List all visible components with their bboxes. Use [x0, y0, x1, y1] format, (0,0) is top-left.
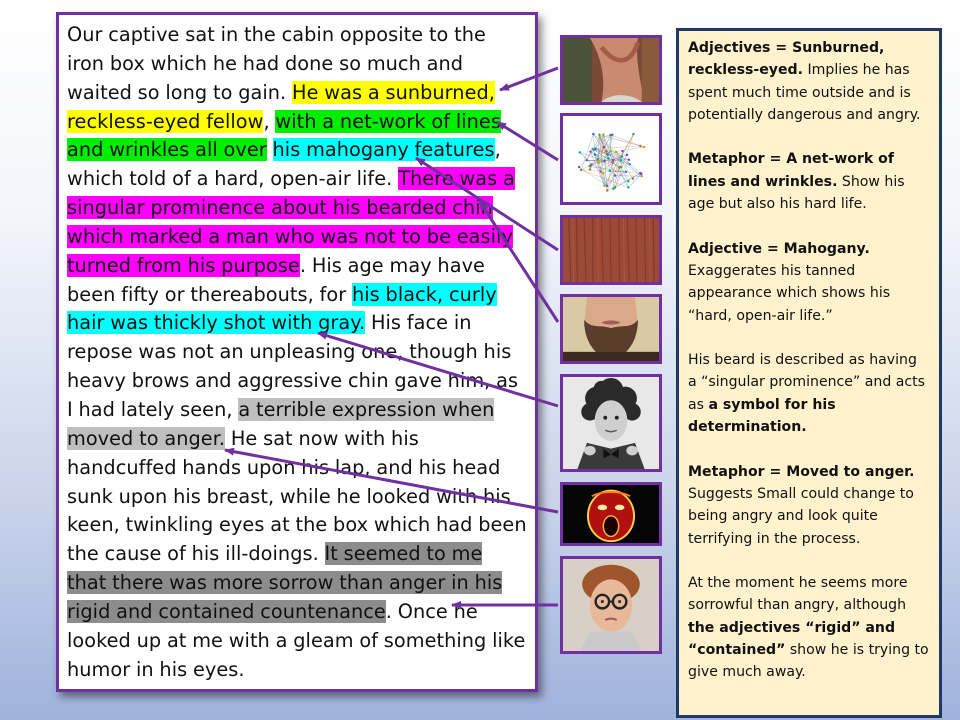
- sorrowful-man-glasses-photo-icon: [563, 559, 659, 651]
- highlight-magenta: There was a singular prominence about his bearded chin which marked a man who was not to be easily turned from his purpose: [67, 167, 515, 277]
- passage-segment: . His age may have been fifty or thereabouts, for: [67, 253, 485, 306]
- note-paragraph: [688, 37, 930, 126]
- note-bold-text: a symbol for his determination.: [688, 396, 836, 436]
- note-text: His beard is described as having a “singular prominence” and acts as: [688, 352, 925, 413]
- mahogany-wood-texture-icon: [563, 218, 659, 282]
- passage-segment: [267, 138, 273, 161]
- highlight-dgray: It seemed to me that there was more sorrow than anger in his rigid and contained countenance: [67, 542, 503, 623]
- thumb-network: [560, 113, 662, 205]
- curly-hair-man-photo-icon: [563, 377, 659, 469]
- note-text: Suggests Small could change to being angry and look quite terrifying in the process.: [688, 485, 914, 547]
- passage-segment: ,: [263, 109, 276, 133]
- highlight-green: with a net-work of lines and wrinkles all over: [67, 109, 501, 162]
- note-text: Implies he has spent much time outside and is potentially dangerous and angry.: [688, 62, 921, 123]
- note-paragraph: [688, 572, 930, 683]
- note-bold-text: Adjective = Mahogany.: [688, 240, 870, 257]
- thumb-sorrowful-man: [560, 556, 662, 654]
- notes-panel: [676, 28, 942, 718]
- thumb-sunburned-neck: [560, 35, 662, 105]
- network-graph-image-icon: [563, 116, 659, 202]
- note-text: Exaggerates his tanned appearance which shows his “hard, open-air life.”: [688, 262, 891, 324]
- note-bold-text: the adjectives “rigid” and “contained”: [688, 619, 896, 659]
- note-paragraph: [688, 349, 930, 438]
- passage-segment: He sat now with his handcuffed hands upon his lap, and his head sunk upon his breast, while he looked with his keen, twinkling eyes at the box which had been the cause of his ill-doings.: [67, 426, 527, 566]
- highlight-yellow: He was a sunburned, reckless-eyed fellow: [67, 80, 495, 133]
- passage-segment: , which told of a hard, open-air life.: [67, 138, 501, 191]
- angry-screaming-face-image-icon: [563, 485, 659, 543]
- passage-panel: [56, 12, 538, 692]
- thumb-beard: [560, 294, 662, 364]
- thumb-curly-hair: [560, 374, 662, 472]
- note-text: show he is trying to give much away.: [688, 642, 929, 681]
- note-text: At the moment he seems more sorrowful than angry, although: [688, 575, 908, 614]
- note-bold-text: Adjectives = Sunburned, reckless-eyed.: [688, 40, 885, 79]
- note-text: Show his age but also his hard life.: [688, 173, 905, 213]
- highlight-lgray: a terrible expression when moved to anger.: [67, 397, 495, 450]
- passage-segment: His face in repose was not an unpleasing one, though his heavy brows and aggressive chin gave him, as I had lately seen,: [67, 311, 519, 421]
- thumb-angry-face: [560, 482, 662, 546]
- note-paragraph: [688, 238, 930, 327]
- note-paragraph: [688, 148, 930, 215]
- passage-segment: Our captive sat in the cabin opposite to the iron box which he had done so much and waited so long to gain.: [67, 23, 486, 104]
- bearded-chin-photo-icon: [563, 297, 659, 361]
- thumb-mahogany: [560, 215, 662, 285]
- note-paragraph: [688, 461, 930, 550]
- highlight-cyan: his black, curly hair was thickly shot with gray.: [67, 282, 497, 335]
- passage-segment: . Once he looked up at me with a gleam of something like humor in his eyes.: [67, 599, 526, 681]
- highlight-cyan: his mahogany features: [272, 138, 495, 162]
- passage-text: [67, 21, 527, 684]
- note-bold-text: Metaphor = A net-work of lines and wrinkles.: [688, 151, 894, 190]
- sunburned-neck-photo-icon: [563, 38, 659, 102]
- note-bold-text: Metaphor = Moved to anger.: [688, 463, 915, 480]
